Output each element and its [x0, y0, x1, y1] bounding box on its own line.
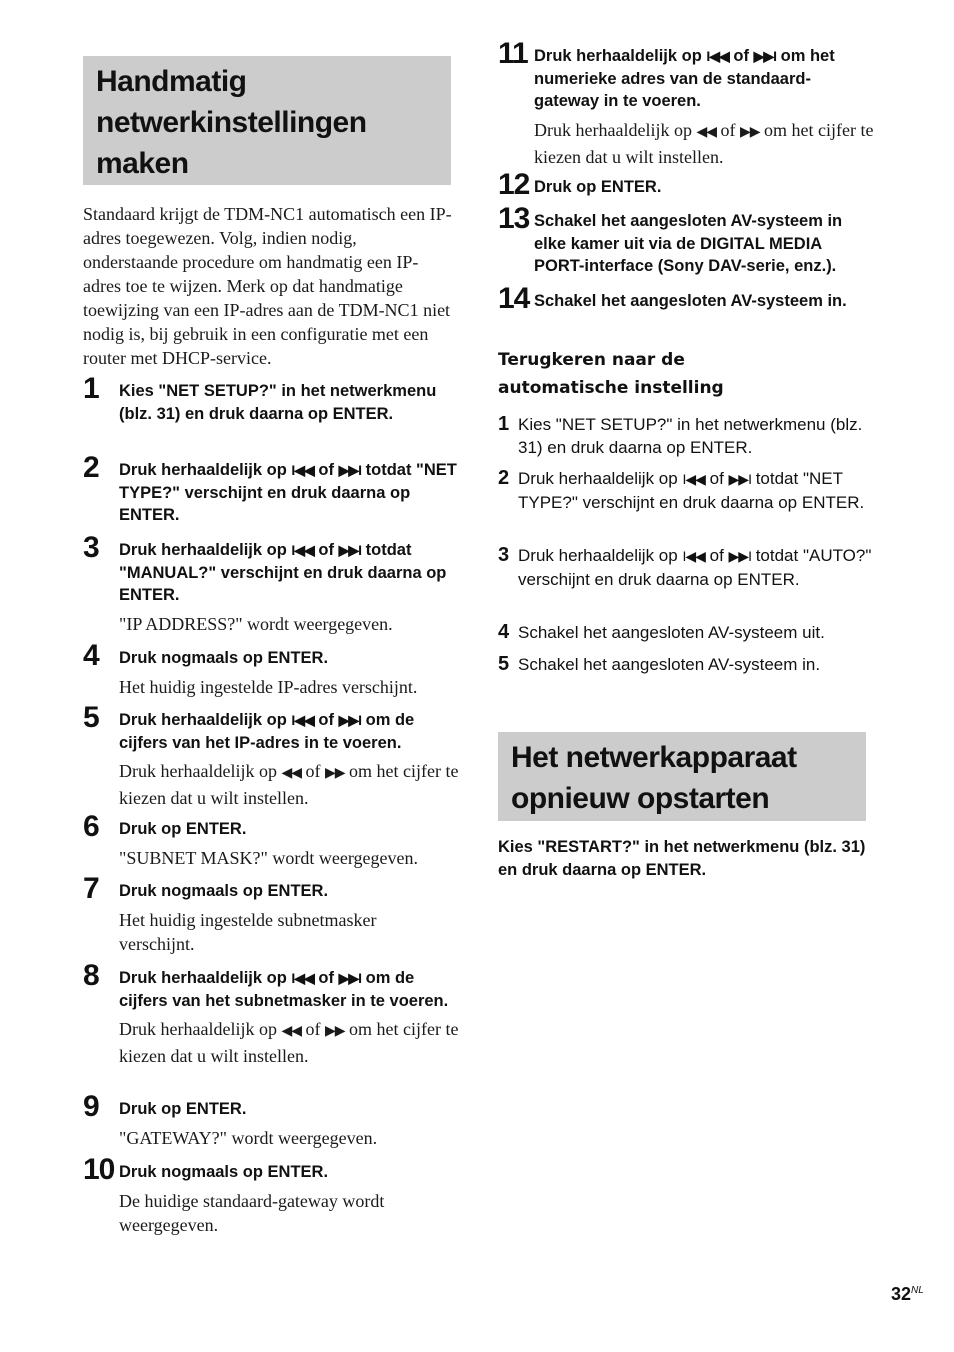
note-text: of: [720, 119, 736, 140]
step-number: 12: [498, 168, 530, 201]
step-13: [498, 204, 874, 278]
step-number: 8: [83, 959, 99, 992]
instr-text: om het numerieke adres van de standaard-gateway in te voeren.: [534, 47, 835, 110]
step-note: [534, 118, 874, 169]
step-note: De huidige standaard-gateway wordt weergegeven.: [119, 1190, 385, 1235]
step-1: [83, 374, 463, 425]
instr-text: Druk herhaaldelijk op: [119, 969, 287, 987]
page-number-value: 32: [891, 1284, 912, 1304]
heading-line: Het netwerkapparaat: [511, 741, 797, 774]
step-instruction: Druk op ENTER.: [119, 1100, 247, 1118]
step-2: [83, 453, 463, 527]
instr-text: om de cijfers van het subnetmasker in te voeren.: [119, 969, 449, 1010]
next-track-icon: ▶▶I: [728, 471, 751, 487]
instr-text: Druk herhaaldelijk op: [119, 541, 287, 559]
step-9: [83, 1092, 463, 1150]
step-instruction: Kies "NET SETUP?" in het netwerkmenu (blz. 31) en druk daarna op ENTER.: [119, 382, 437, 423]
text-part: Druk herhaaldelijk op: [518, 469, 678, 488]
note-text: Druk herhaaldelijk op: [534, 119, 692, 140]
step-instruction: Druk op ENTER.: [534, 178, 662, 196]
revert-step-3: [498, 544, 874, 591]
rewind-icon: ◀◀: [696, 124, 716, 140]
prev-track-icon: I◀◀: [682, 471, 705, 487]
step-text: Kies "NET SETUP?" in het netwerkmenu (blz. 31) en druk daarna op ENTER.: [518, 415, 863, 457]
instr-text: Druk herhaaldelijk op: [119, 461, 287, 479]
step-number: 2: [498, 467, 510, 489]
next-track-icon: ▶▶I: [753, 48, 777, 64]
section-heading-manual-network: [83, 56, 451, 185]
step-number: 3: [83, 531, 99, 564]
step-14: [498, 284, 874, 313]
revert-step-2: [498, 467, 874, 514]
text-part: of: [709, 469, 724, 488]
note-text: of: [305, 1019, 321, 1039]
fast-forward-icon: ▶▶: [325, 1024, 345, 1039]
step-number: 10: [83, 1153, 115, 1186]
prev-track-icon: I◀◀: [291, 970, 314, 986]
step-instruction: Schakel het aangesloten AV-systeem in.: [534, 292, 847, 310]
step-12: [498, 170, 874, 199]
prev-track-icon: I◀◀: [291, 712, 314, 728]
step-8: [83, 961, 463, 1068]
step-number: 14: [498, 282, 530, 315]
prev-track-icon: I◀◀: [706, 48, 729, 64]
instr-text: of: [318, 541, 334, 559]
step-instruction: Druk nogmaals op ENTER.: [119, 882, 329, 900]
next-track-icon: ▶▶I: [338, 712, 362, 728]
step-note: Het huidig ingestelde IP-adres verschijnt.: [119, 676, 418, 697]
heading-line: Handmatig: [96, 65, 247, 98]
step-note: [119, 1017, 463, 1068]
note-text: om het cijfer te kiezen dat u wilt instellen.: [119, 761, 459, 808]
step-4: [83, 641, 463, 699]
step-3: [83, 533, 463, 636]
instr-text: Druk herhaaldelijk op: [534, 47, 702, 65]
instr-text: totdat "NET TYPE?" verschijnt en druk daarna op ENTER.: [119, 461, 457, 524]
fast-forward-icon: ▶▶: [325, 766, 345, 781]
step-text: Schakel het aangesloten AV-systeem in.: [518, 655, 821, 674]
step-number: 4: [498, 621, 510, 643]
revert-step-4: [498, 621, 874, 644]
step-number: 9: [83, 1090, 99, 1123]
prev-track-icon: I◀◀: [682, 548, 705, 564]
step-11: [498, 39, 874, 169]
step-note: "SUBNET MASK?" wordt weergegeven.: [119, 847, 418, 868]
step-instruction: [119, 961, 463, 1012]
step-number: 5: [498, 653, 510, 675]
text-part: totdat "AUTO?" verschijnt en druk daarna op ENTER.: [518, 546, 872, 589]
instr-text: Druk herhaaldelijk op: [119, 711, 287, 729]
next-track-icon: ▶▶I: [338, 462, 362, 478]
instr-text: of: [318, 461, 334, 479]
step-instruction: [119, 453, 463, 527]
step-10: [83, 1155, 463, 1237]
note-text: Druk herhaaldelijk op: [119, 1019, 277, 1039]
next-track-icon: ▶▶I: [728, 548, 751, 564]
step-number: 7: [83, 872, 99, 905]
subsection-title: Terugkeren naar de automatische instelling: [498, 350, 724, 398]
heading-line: netwerkinstellingen: [96, 106, 367, 139]
step-6: [83, 812, 463, 870]
instr-text: totdat "MANUAL?" verschijnt en druk daarna op ENTER.: [119, 541, 447, 604]
instr-text: of: [318, 711, 334, 729]
text-part: Druk herhaaldelijk op: [518, 546, 678, 565]
revert-step-1: [498, 413, 874, 459]
step-instruction: Druk op ENTER.: [119, 820, 247, 838]
note-text: Druk herhaaldelijk op: [119, 761, 277, 781]
fast-forward-icon: ▶▶: [740, 124, 760, 140]
revert-step-5: [498, 653, 874, 676]
step-5: [83, 703, 463, 810]
step-text: Schakel het aangesloten AV-systeem uit.: [518, 623, 825, 642]
next-track-icon: ▶▶I: [338, 542, 362, 558]
heading-line: maken: [96, 147, 189, 180]
note-text: of: [305, 761, 321, 781]
step-note: "IP ADDRESS?" wordt weergegeven.: [119, 613, 393, 634]
step-7: [83, 874, 463, 956]
step-number: 11: [498, 37, 528, 70]
page-number: [891, 1284, 924, 1305]
rewind-icon: ◀◀: [281, 1024, 301, 1039]
step-number: 4: [83, 639, 99, 672]
rewind-icon: ◀◀: [281, 766, 301, 781]
step-instruction: [534, 39, 874, 113]
step-text: [518, 467, 874, 514]
note-text: om het cijfer te kiezen dat u wilt instellen.: [534, 119, 874, 167]
step-number: 2: [83, 451, 99, 484]
prev-track-icon: I◀◀: [291, 542, 314, 558]
step-instruction: Druk nogmaals op ENTER.: [119, 649, 329, 667]
text-part: totdat "NET TYPE?" verschijnt en druk daarna op ENTER.: [518, 469, 865, 512]
intro-paragraph: Standaard krijgt de TDM-NC1 automatisch een IP-adres toegewezen. Volg, indien nodig, onderstaande procedure om handmatig een IP-adres toe te wijzen. Merk op dat handmatige toewijzing van een IP-adres aan de TDM-NC1 niet nodig is, bij gebruik in een configuratie met een router met DHCP-service.: [83, 204, 452, 368]
step-note: [119, 759, 463, 810]
step-instruction: [119, 533, 463, 607]
heading-line: opnieuw opstarten: [511, 782, 770, 815]
next-track-icon: ▶▶I: [338, 970, 362, 986]
step-note: Het huidig ingestelde subnetmasker verschijnt.: [119, 909, 377, 954]
text-part: of: [709, 546, 724, 565]
step-note: "GATEWAY?" wordt weergegeven.: [119, 1127, 378, 1148]
prev-track-icon: I◀◀: [291, 462, 314, 478]
instr-text: of: [733, 47, 749, 65]
restart-instruction: Kies "RESTART?" in het netwerkmenu (blz. 31) en druk daarna op ENTER.: [498, 838, 866, 879]
step-instruction: Schakel het aangesloten AV-systeem in elke kamer uit via de DIGITAL MEDIA PORT-interface (Sony DAV-serie, enz.).: [534, 212, 843, 275]
step-number: 5: [83, 701, 99, 734]
instr-text: om de cijfers van het IP-adres in te voeren.: [119, 711, 415, 752]
step-number: 13: [498, 202, 530, 235]
step-number: 1: [83, 372, 99, 405]
section-heading-restart: [498, 732, 866, 821]
note-text: om het cijfer te kiezen dat u wilt instellen.: [119, 1019, 459, 1066]
instr-text: of: [318, 969, 334, 987]
step-text: [518, 544, 874, 591]
step-number: 1: [498, 413, 510, 435]
page-language-suffix: NL: [911, 1285, 924, 1296]
step-instruction: [119, 703, 463, 754]
step-number: 6: [83, 810, 99, 843]
step-number: 3: [498, 544, 510, 566]
step-instruction: Druk nogmaals op ENTER.: [119, 1163, 329, 1181]
